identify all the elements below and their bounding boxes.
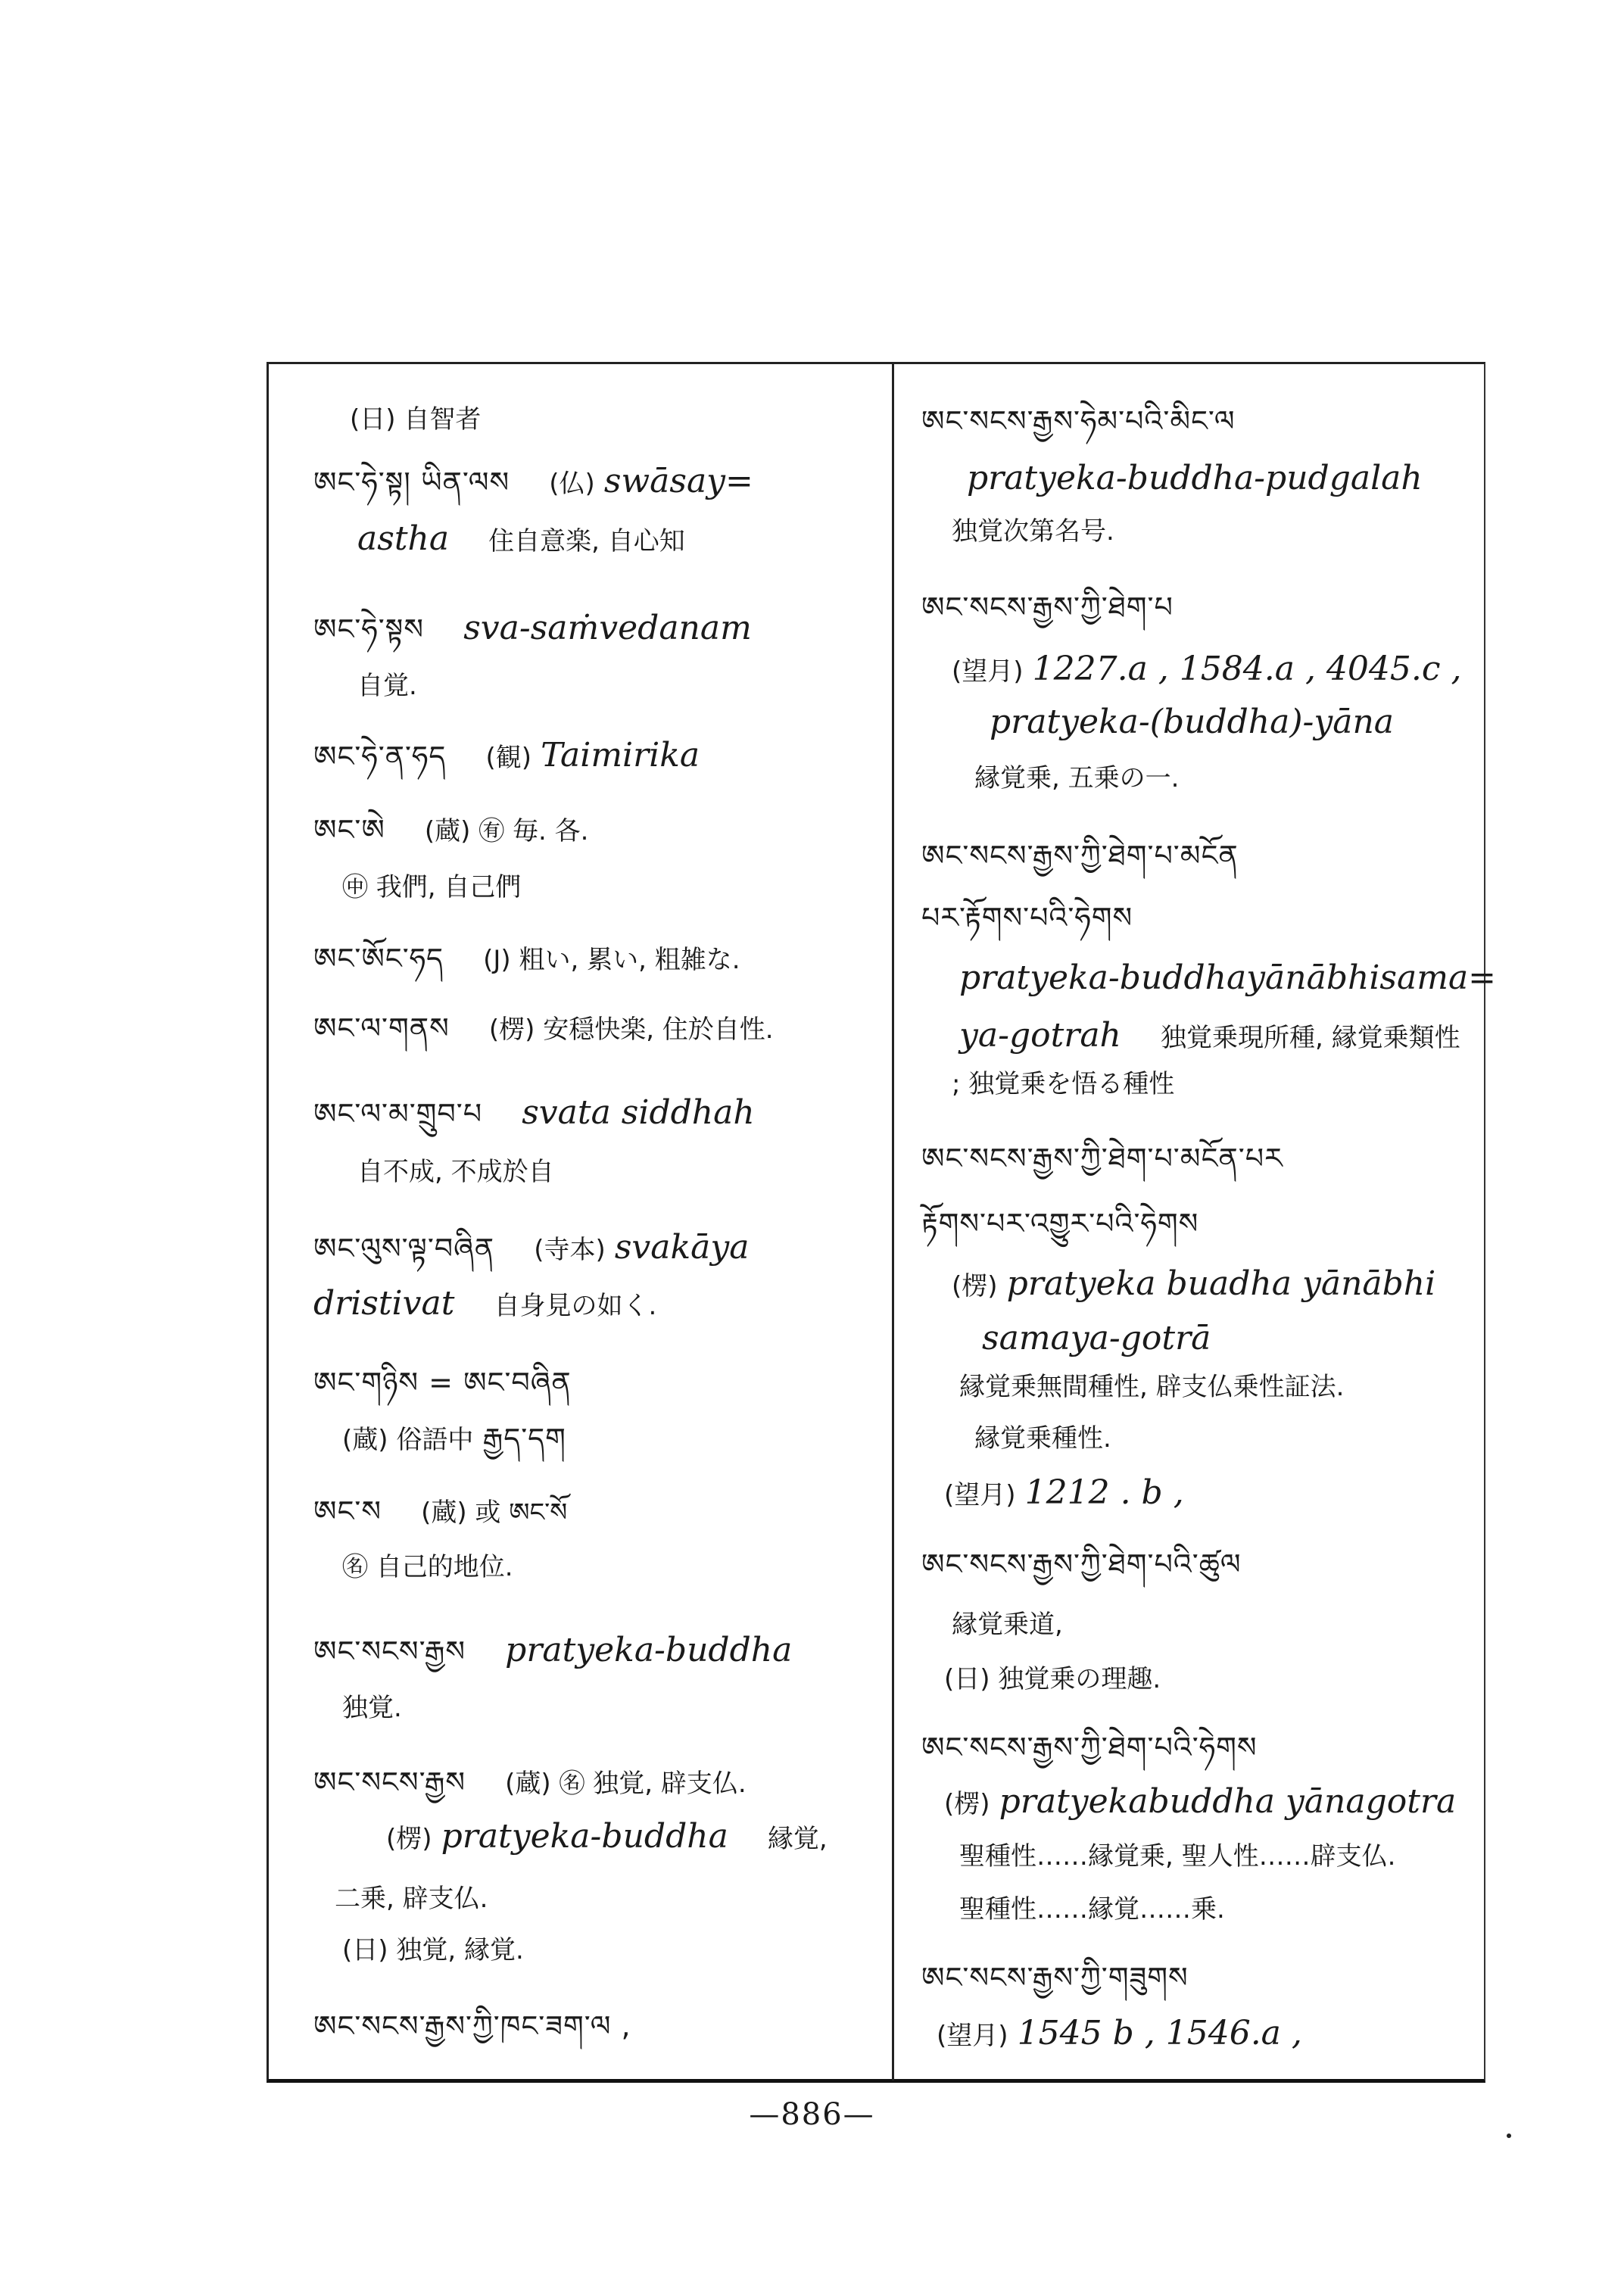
source-tag: (寺本) [534,1235,606,1265]
source-tag: (楞) [952,1271,998,1301]
source-tag: (楞) [386,1824,432,1854]
tibetan-headword: ཨང་སངས་རྒྱས་ཧེམ་པའི་མིང་ལ [921,404,1236,438]
entry-line [937,2014,1302,2052]
japanese-text: 縁覚, [767,1824,828,1854]
japanese-text: (蔵) 俗語中 [342,1425,474,1455]
tibetan-headword: ཨང་ལུས་ལྟ་བཞིན [313,1232,495,1265]
entry-line [342,1422,566,1457]
entry-line [313,609,752,647]
tibetan-headword: ཨང་ཨོང་ཧད [313,942,444,975]
entry-line [921,1207,1199,1240]
entry-line [921,839,1239,872]
japanese-text: 独覚次第名号. [952,516,1114,547]
sanskrit-term: svakāya [614,1228,750,1267]
entry-line [313,462,753,500]
sanskrit-term: swāsay= [603,462,753,500]
source-tag: (望月) [952,656,1024,687]
entry-line [959,1016,1460,1055]
entry-line [944,1782,1457,1821]
source-tag: (望月) [944,1480,1016,1510]
entry-line [921,1142,1283,1175]
tibetan-headword: ཨང་ཧེ་སྟ། ཡིན་ལས [313,466,510,499]
japanese-text: 独覚. [342,1693,402,1723]
sanskrit-term: dristivat [313,1284,455,1323]
entry-line [990,703,1395,741]
tibetan-headword: ཨང་ས [313,1495,382,1528]
source-tag: (仏) [549,469,595,499]
entry-line [959,958,1497,997]
entry-line [313,1766,747,1800]
entry-line [342,1690,402,1725]
sanskrit-term: samaya-gotrā [982,1319,1211,1357]
sanskrit-term: sva-saṁvedanam [463,609,752,647]
page-number: —886— [749,2097,875,2132]
entry-line [952,650,1462,688]
tibetan-headword: ཨང་སངས་རྒྱས་ཀྱི་ཐེག་པ་མངོན [921,839,1239,872]
japanese-text: (楞) 安穏快楽, 住於自性. [488,1015,774,1045]
entry-line [959,1891,1225,1926]
sanskrit-term: pratyeka buadha yānābhi [1006,1264,1436,1303]
sanskrit-term: pratyeka-buddhayānābhisama= [959,958,1497,997]
japanese-text: (蔵) 或 ཨང་སོ [421,1498,568,1528]
entry-line [959,1838,1395,1873]
entry-line [952,1066,1174,1101]
entry-line [357,519,685,558]
japanese-text: 自覚. [357,671,417,701]
entry-line [944,1661,1161,1696]
entry-line [921,591,1174,624]
japanese-text: 二乗, 辟支仏. [335,1884,488,1914]
reference-numbers: 1212 . b , [1024,1473,1184,1512]
entry-line [974,760,1179,795]
tibetan-headword: ཨང་ཧེ་སྟས [313,612,425,646]
japanese-text: (日) 独覚乗の理趣. [944,1664,1161,1694]
entry-line [921,1961,1189,1994]
entry-line [959,1369,1344,1404]
tibetan-headword: ཨང་སངས་རྒྱས [313,1766,466,1799]
tibetan-text: རྒྱད་དག [482,1422,566,1455]
entry-line [313,1631,793,1669]
tibetan-headword: ཨང་ལ་མ་གྲུབ་པ [313,1097,483,1130]
japanese-text: ㊥ 我們, 自己們 [342,872,522,902]
entry-line [335,1881,488,1915]
entry-line [313,1366,572,1399]
sanskrit-term: ya-gotrah [959,1016,1121,1055]
entry-line [974,1420,1111,1455]
entry-line [952,1607,1063,1641]
tibetan-headword: པར་རྟོགས་པའི་ཧེགས [921,901,1133,934]
reference-numbers: 1227.a , 1584.a , 4045.c , [1032,650,1462,688]
entry-line [921,404,1236,438]
japanese-text: 住自意楽, 自心知 [488,526,685,556]
entry-line [357,668,417,703]
entry-line [313,736,700,775]
right-column [905,362,1497,2077]
japanese-text: 縁覚乗種性. [974,1423,1111,1454]
japanese-text: 自不成, 不成於自 [357,1157,554,1187]
entry-line [921,1548,1242,1581]
entry-line [313,1093,755,1132]
sanskrit-term: pratyeka-buddha [505,1631,793,1669]
entry-line [342,1932,524,1967]
japanese-text: 縁覚乗, 五乗の一. [974,763,1180,793]
source-tag: (楞) [944,1789,990,1819]
tibetan-headword: ཨང་སངས་རྒྱས་ཀྱི་ཐེག་པའི་ཚུལ [921,1548,1242,1581]
tibetan-headword: ཨང་སངས་རྒྱས་ཀྱི་ཐེག་པ་མངོན་པར [921,1142,1283,1175]
entry-line [342,869,521,904]
entry-line [313,1495,567,1529]
japanese-text: 自身見の如く. [494,1291,657,1321]
sanskrit-term: pratyeka-buddha-pudgalah [967,459,1423,497]
sanskrit-term: pratyeka-buddha [441,1817,728,1856]
entry-line [921,901,1133,934]
japanese-text: (蔵) ㊔ 独覚, 辟支仏. [505,1769,747,1799]
reference-numbers: 1545 b , 1546.a , [1017,2014,1302,2052]
sanskrit-term: Taimirika [541,736,700,775]
entry-line [952,1264,1436,1303]
tibetan-headword: ཨང་ཨེ [313,813,385,846]
tibetan-headword: ཨང་གཉིས = ཨང་བཞིན [313,1366,572,1399]
japanese-text: 縁覚乗無間種性, 辟支仏乗性証法. [959,1372,1345,1402]
entry-line [313,942,740,977]
tibetan-headword: ཨང་སངས་རྒྱས་ཀྱི་ཁང་ཟག་ལ , [313,2009,631,2043]
entry-line [921,1731,1258,1764]
japanese-text: 独覚乗現所種, 縁覚乗類性 [1161,1023,1460,1053]
entry-line [982,1319,1211,1357]
tibetan-headword: ཨང་སངས་རྒྱས་ཀྱི་ཐེག་པའི་ཧེགས [921,1731,1258,1764]
entry-line [967,459,1423,497]
tibetan-headword: རྟོགས་པར་འགྱུར་པའི་ཧེགས [921,1207,1199,1240]
tibetan-headword: ཨང་ཧེ་ན་ཧད [313,740,447,773]
tibetan-headword: ཨང་སངས་རྒྱས [313,1635,466,1668]
japanese-text: (蔵) ㊒ 毎. 各. [424,816,589,846]
sanskrit-term: pratyekabuddha yānagotra [999,1782,1457,1821]
japanese-text: ㊔ 自己的地位. [342,1552,513,1582]
entry-line [313,1284,657,1323]
japanese-text: 聖種性……縁覚……乗. [959,1894,1225,1925]
entry-line [313,1228,750,1267]
entry-line [313,813,588,848]
entry-line [313,2009,631,2043]
tibetan-headword: ཨང་ལ་གནས [313,1011,450,1045]
entry-line [342,1549,513,1584]
japanese-text: (日) 自智者 [350,404,482,435]
tibetan-headword: ཨང་སངས་རྒྱས་ཀྱི་ཐེག་པ [921,591,1174,624]
source-tag: (望月) [937,2021,1008,2051]
sanskrit-term: svata siddhah [522,1093,755,1132]
entry-line [357,1154,554,1189]
source-tag: (観) [485,743,531,773]
japanese-text: 縁覚乗道, [952,1610,1063,1640]
sanskrit-term: pratyeka-(buddha)-yāna [990,703,1395,741]
entry-line [944,1473,1184,1512]
entry-line [313,1011,774,1046]
japanese-text: ; 独覚乗を悟る種性 [952,1069,1175,1099]
entry-line [952,513,1114,548]
japanese-text: 聖種性……縁覚乗, 聖人性……辟支仏. [959,1841,1396,1872]
japanese-text: (日) 独覚, 縁覚. [342,1935,524,1965]
entry-line [386,1817,828,1856]
sanskrit-term: astha [357,519,450,558]
column-divider [892,362,894,2080]
left-column [288,362,878,2077]
japanese-text: (J) 粗い, 累い, 粗雑な. [483,945,740,975]
entry-line [350,401,481,436]
scan-speck [1507,2133,1511,2138]
tibetan-headword: ཨང་སངས་རྒྱས་ཀྱི་གཟུགས [921,1961,1189,1994]
